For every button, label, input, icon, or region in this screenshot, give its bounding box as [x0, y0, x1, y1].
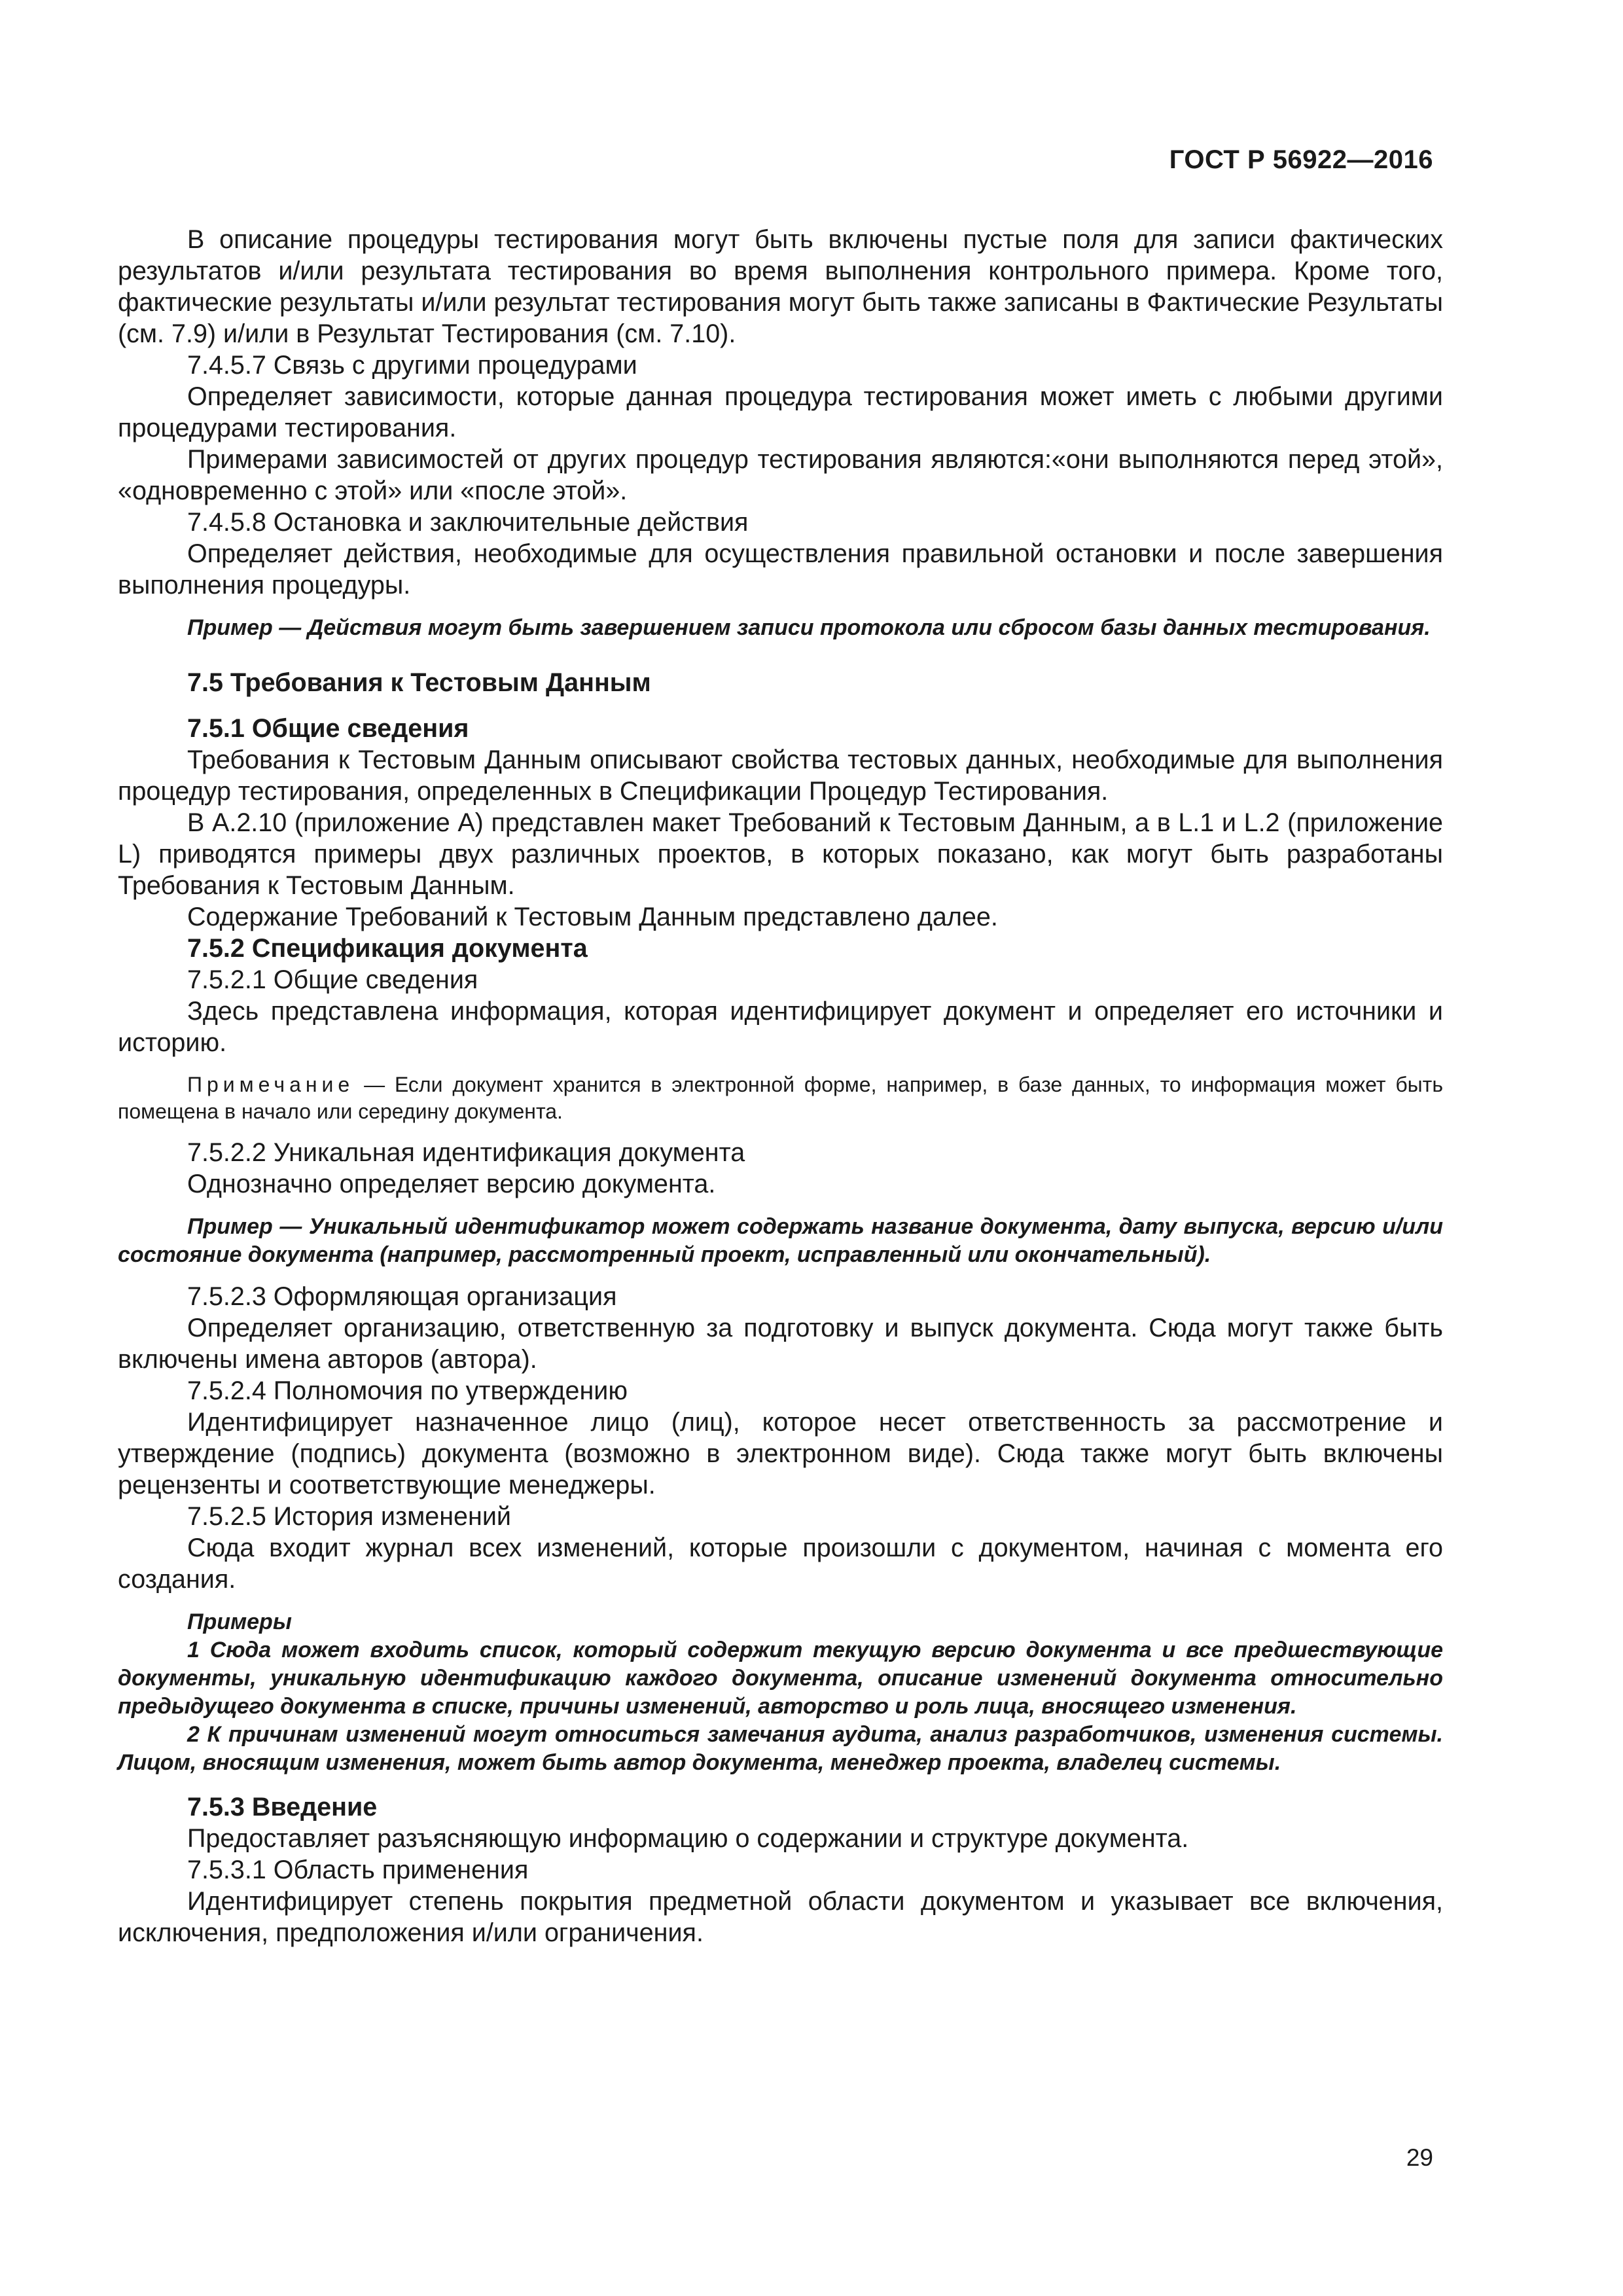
- subsection-heading: 7.4.5.8 Остановка и заключительные действия: [187, 508, 749, 537]
- paragraph: Идентифицирует степень покрытия предметной области документом и указывает все включения, исключения, предположения и/или ограничения.: [118, 1887, 1443, 1947]
- paragraph: Однозначно определяет версию документа.: [187, 1170, 716, 1198]
- example-block: [118, 1213, 1443, 1269]
- page-content: [118, 224, 1443, 1948]
- example-text: Пример — Уникальный идентификатор может содержать название документа, дату выпуска, версию и/или состояние документа (например, рассмотренный проект, исправленный или окончательный).: [118, 1214, 1443, 1267]
- section-heading: 7.5.1 Общие сведения: [187, 714, 469, 743]
- paragraph: В описание процедуры тестирования могут быть включены пустые поля для записи фактических результатов и/или результата тестирования во время выполнения контрольного примера. Кроме того, фактические результаты и/или результат тестирования могут быть также записаны в Фактические Результаты (см. 7.9) и/или в Результат Тестирования (см. 7.10).: [118, 225, 1443, 348]
- subsection-heading: 7.5.2.5 История изменений: [187, 1502, 511, 1531]
- section-heading: 7.5.3 Введение: [187, 1793, 378, 1821]
- examples-title: Примеры: [187, 1609, 292, 1634]
- subsection-heading: 7.5.2.2 Уникальная идентификация документа: [187, 1138, 745, 1167]
- paragraph: Сюда входит журнал всех изменений, которые произошли с документом, начиная с момента его создания.: [118, 1534, 1443, 1594]
- paragraph: Требования к Тестовым Данным описывают свойства тестовых данных, необходимые для выполнения процедур тестирования, определенных в Спецификации Процедур Тестирования.: [118, 745, 1443, 806]
- subsection-heading: 7.4.5.7 Связь с другими процедурами: [187, 351, 637, 380]
- paragraph: Предоставляет разъясняющую информацию о содержании и структуре документа.: [187, 1824, 1189, 1853]
- paragraph: Содержание Требований к Тестовым Данным представлено далее.: [187, 903, 998, 931]
- section-heading: 7.5 Требования к Тестовым Данным: [187, 668, 651, 697]
- subsection-heading: 7.5.2.3 Оформляющая организация: [187, 1282, 617, 1311]
- paragraph: Здесь представлена информация, которая идентифицирует документ и определяет его источники и историю.: [118, 997, 1443, 1057]
- paragraph: Определяет организацию, ответственную за подготовку и выпуск документа. Сюда могут также быть включены имена авторов (автора).: [118, 1314, 1443, 1374]
- subsection-heading: 7.5.3.1 Область применения: [187, 1856, 529, 1884]
- example-block: [118, 614, 1443, 642]
- paragraph: Определяет зависимости, которые данная процедура тестирования может иметь с любыми другими процедурами тестирования.: [118, 382, 1443, 442]
- section-heading: 7.5.2 Спецификация документа: [187, 934, 588, 963]
- paragraph: В А.2.10 (приложение А) представлен макет Требований к Тестовым Данным, а в L.1 и L.2 (приложение L) приводятся примеры двух различных проектов, в которых показано, как могут быть разработаны Требования к Тестовым Данным.: [118, 808, 1443, 900]
- example-item: 2 К причинам изменений могут относиться замечания аудита, анализ разработчиков, изменения системы. Лицом, вносящим изменения, может быть автор документа, менеджер проекта, владелец системы.: [118, 1722, 1443, 1775]
- examples-block: [118, 1608, 1443, 1777]
- subsection-heading: 7.5.2.1 Общие сведения: [187, 965, 478, 994]
- example-text: Пример — Действия могут быть завершением записи протокола или сбросом базы данных тестирования.: [187, 615, 1431, 640]
- paragraph: Идентифицирует назначенное лицо (лиц), которое несет ответственность за рассмотрение и утверждение (подпись) документа (возможно в электронном виде). Сюда также могут быть включены рецензенты и соответствующие менеджеры.: [118, 1408, 1443, 1499]
- paragraph: Определяет действия, необходимые для осуществления правильной остановки и после завершения выполнения процедуры.: [118, 539, 1443, 600]
- note-label: Примечание: [187, 1073, 355, 1096]
- note-text: — Если документ хранится в электронной форме, например, в базе данных, то информация может быть помещена в начало или середину документа.: [118, 1073, 1443, 1123]
- note: [118, 1071, 1443, 1125]
- subsection-heading: 7.5.2.4 Полномочия по утверждению: [187, 1376, 628, 1405]
- page-number: 29: [1406, 2144, 1433, 2171]
- paragraph: Примерами зависимостей от других процедур тестирования являются:«они выполняются перед этой», «одновременно с этой» или «после этой».: [118, 445, 1443, 505]
- standard-header: ГОСТ Р 56922—2016: [1169, 145, 1433, 174]
- example-item: 1 Сюда может входить список, который содержит текущую версию документа и все предшествующие документы, уникальную идентификацию каждого документа, описание изменений документа относительно предыдущего документа в списке, причины изменений, авторство и роль лица, вносящего изменения.: [118, 1638, 1443, 1719]
